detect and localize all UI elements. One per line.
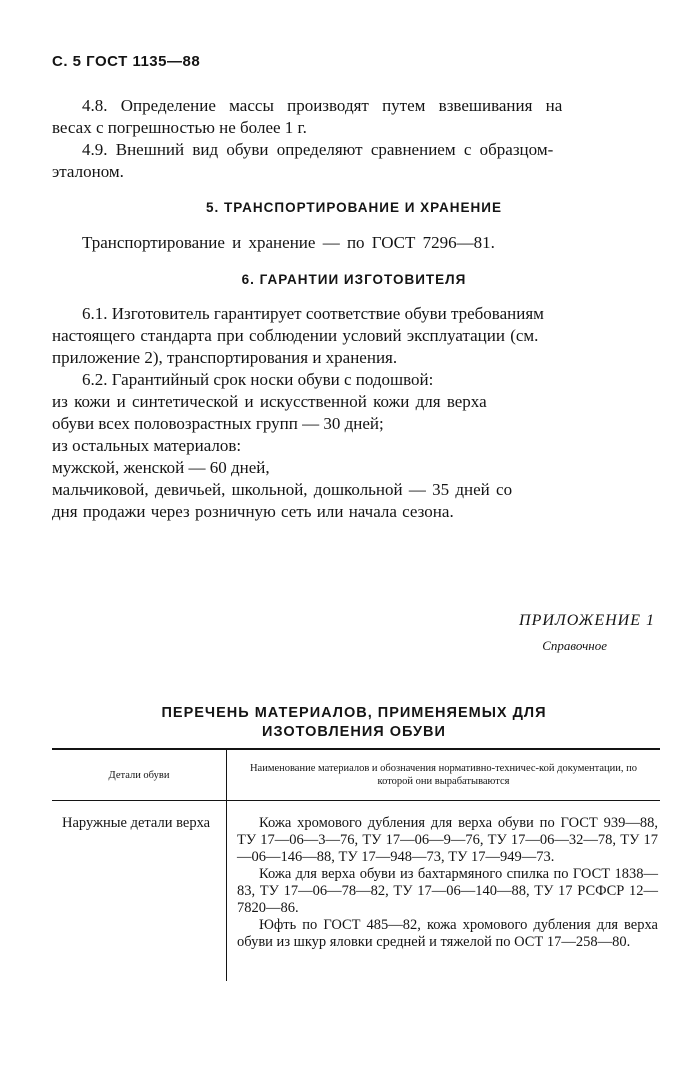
- appendix-title: ПРИЛОЖЕНИЕ 1: [519, 612, 655, 629]
- paragraph-6-2-line-2: из кожи и синтетической и искусственной кожи для верха: [52, 392, 487, 411]
- table-row: [52, 801, 660, 982]
- table-header-row: [52, 749, 660, 801]
- materials-list-title-line-2: ИЗОТОВЛЕНИЯ ОБУВИ: [262, 724, 446, 740]
- paragraph-6-2-line-1: 6.2. Гарантийный срок носки обуви с подошвой:: [82, 370, 434, 389]
- table-cell-part: Наружные детали верха: [52, 801, 227, 982]
- column-header-materials: Наименование материалов и обозначения нормативно-техничес-кой документации, по которой они вырабатываются: [227, 749, 661, 801]
- column-header-parts: Детали обуви: [52, 749, 227, 801]
- section-6-heading: 6. ГАРАНТИИ ИЗГОТОВИТЕЛЯ: [241, 272, 467, 287]
- section-5-text-line: Транспортирование и хранение — по ГОСТ 7296—81.: [82, 233, 495, 252]
- page-header: С. 5 ГОСТ 1135—88: [52, 53, 201, 70]
- paragraph-4-9: [52, 139, 656, 183]
- appendix-label: [519, 612, 655, 654]
- paragraph-6-2: [52, 369, 656, 523]
- appendix-type: Справочное: [542, 638, 607, 653]
- paragraph-6-1-line-3: приложение 2), транспортирования и хранения.: [52, 348, 398, 367]
- paragraph-6-2-line-4: из остальных материалов:: [52, 436, 242, 455]
- paragraph-6-2-line-5: мужской, женской — 60 дней,: [52, 458, 270, 477]
- materials-list-title-line-1: ПЕРЕЧЕНЬ МАТЕРИАЛОВ, ПРИМЕНЯЕМЫХ ДЛЯ: [161, 705, 547, 721]
- materials-list-title: [52, 704, 656, 742]
- paragraph-6-1: [52, 303, 656, 369]
- text-span: 4.8. Определение массы производят путем взвешивания на: [82, 96, 563, 115]
- table-cell-materials: [227, 801, 661, 982]
- paragraph-6-1-line-2: настоящего стандарта при соблюдении условий эксплуатации (см.: [52, 326, 539, 345]
- paragraph-6-1-line-1: 6.1. Изготовитель гарантирует соответствие обуви требованиям: [82, 304, 544, 323]
- paragraph-6-2-line-6: мальчиковой, девичьей, школьной, дошкольной — 35 дней со: [52, 480, 513, 499]
- material-entry-2: Кожа для верха обуви из бахтармяного спилка по ГОСТ 1838—83, ТУ 17—06—78—82, ТУ 17—06—140—88, ТУ 17 РСФСР 12—7820—86.: [237, 866, 658, 916]
- material-entry-3: Юфть по ГОСТ 485—82, кожа хромового дубления для верха обуви из шкур яловки средней и тяжелой по ОСТ 17—258—80.: [237, 917, 658, 950]
- section-5-heading: 5. ТРАНСПОРТИРОВАНИЕ И ХРАНЕНИЕ: [206, 200, 502, 215]
- paragraph-4-8-line-2: весах с погрешностью не более 1 г.: [52, 118, 307, 137]
- section-5-text: [52, 232, 656, 254]
- materials-table: [52, 748, 660, 981]
- material-entry-1: Кожа хромового дубления для верха обуви по ГОСТ 939—88, ТУ 17—06—3—76, ТУ 17—06—9—76, ТУ 17—06—32—78, ТУ 17—06—146—88, ТУ 17—948—73, ТУ 17—949—73.: [237, 815, 658, 865]
- paragraph-6-2-line-3: обуви всех половозрастных групп — 30 дней;: [52, 414, 384, 433]
- paragraph-4-8-line-1: [52, 95, 656, 117]
- paragraph-4-9-line-2: эталоном.: [52, 162, 124, 181]
- paragraph-4-8: [52, 95, 656, 139]
- paragraph-6-2-line-7: дня продажи через розничную сеть или начала сезона.: [52, 502, 454, 521]
- paragraph-4-9-line-1: 4.9. Внешний вид обуви определяют сравнением с образцом-: [82, 140, 554, 159]
